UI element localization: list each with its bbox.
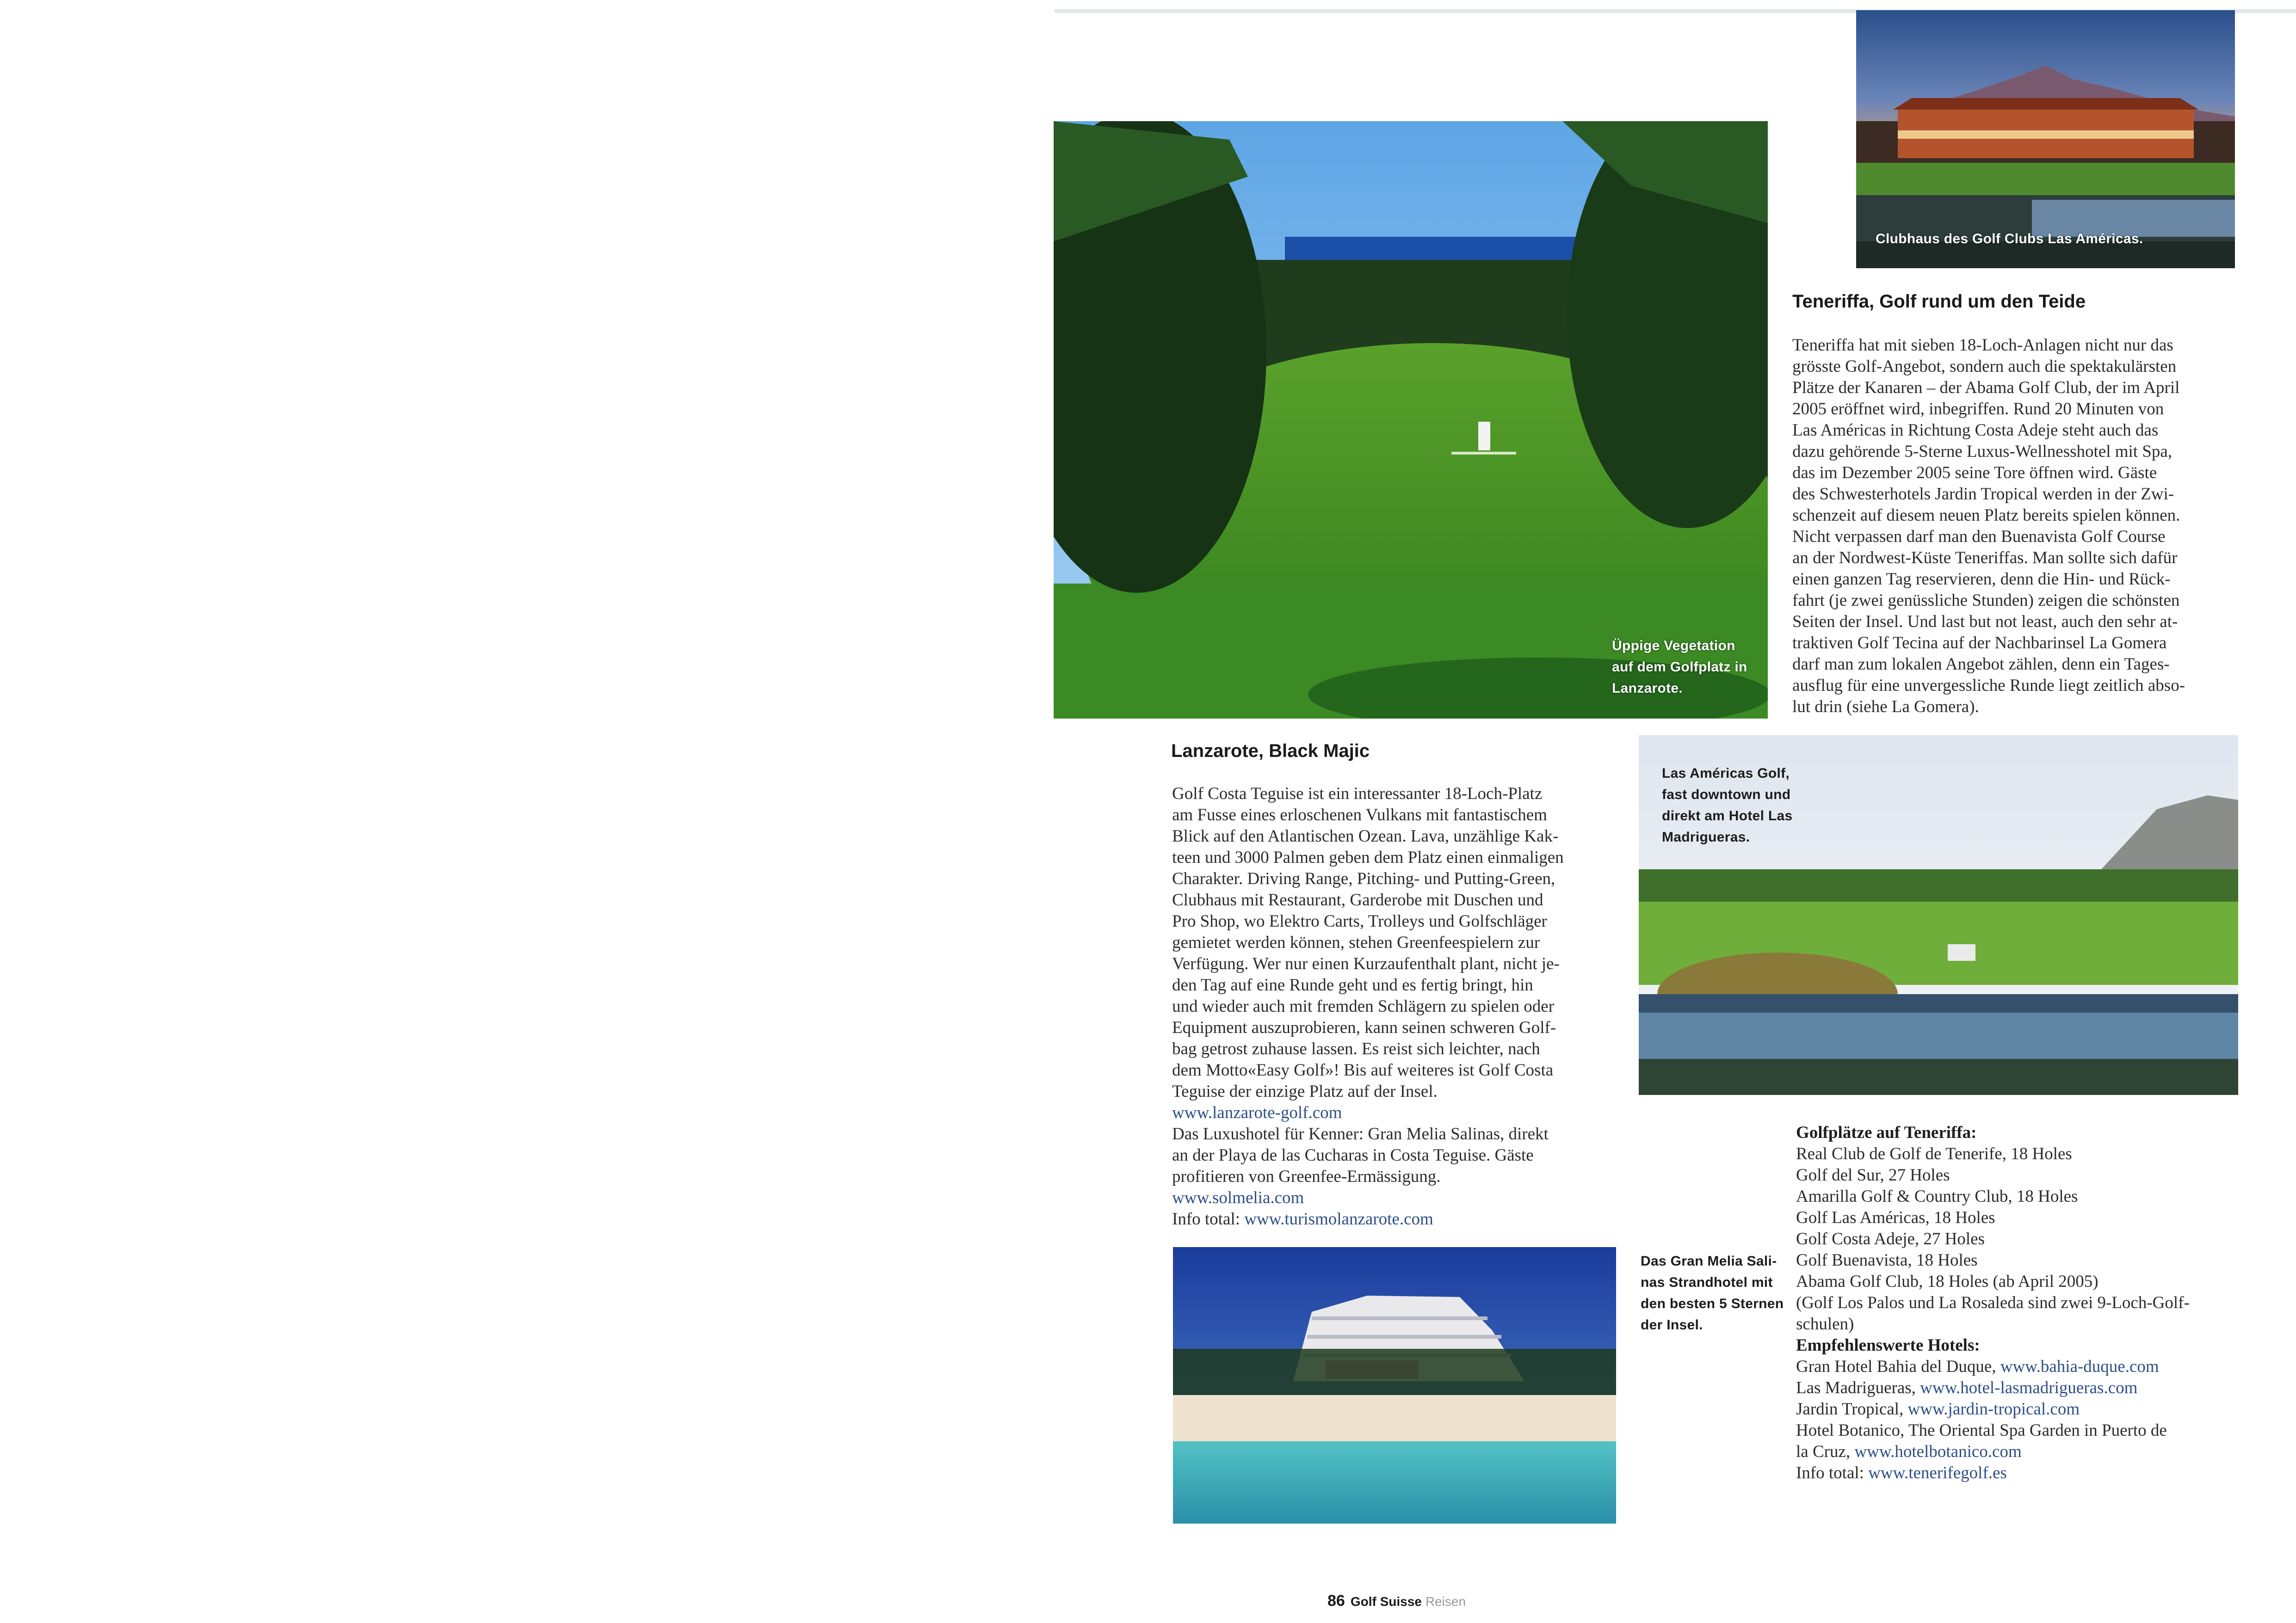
hotel-name: Las Madrigueras,: [1796, 1378, 1920, 1397]
lanzarote-info-label: Info total:: [1172, 1210, 1245, 1229]
las-americas-caption: Las Américas Golf, fast downtown und direkt am Hotel Las Madrigueras.: [1662, 766, 1793, 845]
hotel-name: la Cruz,: [1796, 1442, 1855, 1461]
clubhouse-photo: [1856, 10, 2235, 268]
tenerife-info-label: Info total:: [1796, 1463, 1869, 1482]
lanzarote-hotel-line: profitieren von Greenfee-Ermässigung.: [1172, 1167, 1441, 1186]
hotel-name: Gran Hotel Bahia del Duque,: [1796, 1357, 2000, 1376]
hotel-list-item: [1796, 1399, 2190, 1420]
tenerife-text-line: fahrt (je zwei genüssliche Stunden) zeigen die schönsten: [1792, 591, 2180, 610]
lanzarote-golf-link[interactable]: www.lanzarote-golf.com: [1172, 1103, 1342, 1122]
tenerife-text-line: schenzeit auf diesem neuen Platz bereits spielen können.: [1792, 506, 2180, 525]
lanzarote-hotel-line: an der Playa de las Cucharas in Costa Teguise. Gäste: [1172, 1146, 1534, 1165]
lanzarote-info-line: [1172, 1209, 1564, 1230]
course-list-item: (Golf Los Palos und La Rosaleda sind zwei 9-Loch-Golf-: [1796, 1293, 2190, 1312]
section-name: Reisen: [1425, 1594, 1466, 1609]
tenerife-text-line: darf man zum lokalen Angebot zählen, denn ein Tages-: [1792, 655, 2170, 674]
lanzarote-text-line: und wieder auch mit fremden Schlägern zu spielen oder: [1172, 997, 1555, 1016]
solmelia-link[interactable]: www.solmelia.com: [1172, 1188, 1304, 1207]
page-number: 86: [1327, 1592, 1345, 1610]
turismolanzarote-link[interactable]: www.turismolanzarote.com: [1244, 1210, 1433, 1229]
lanzarote-text-line: dem Motto«Easy Golf»! Bis auf weiteres ist Golf Costa: [1172, 1061, 1554, 1080]
lanzarote-text-line: gemietet werden können, stehen Greenfeespielern zur: [1172, 933, 1540, 952]
las-americas-golf-photo: [1639, 735, 2238, 1095]
tenerife-text-line: traktiven Golf Tecina auf der Nachbarinsel La Gomera: [1792, 633, 2167, 652]
lanzarote-text-line: Golf Costa Teguise ist ein interessanter 18-Loch-Platz: [1172, 784, 1543, 803]
lanzarote-text-line: Charakter. Driving Range, Pitching- und Putting-Green,: [1172, 869, 1555, 888]
lanzarote-heading: Lanzarote, Black Majic: [1171, 741, 1370, 761]
tenerife-heading: Teneriffa, Golf rund um den Teide: [1792, 291, 2086, 312]
lanzarote-text-line: am Fusse eines erloschenen Vulkans mit fantastischem: [1172, 805, 1547, 824]
course-list-item: Golf Buenavista, 18 Holes: [1796, 1251, 1978, 1270]
hotel-list-item: [1796, 1441, 2190, 1463]
tenerife-text-line: an der Nordwest-Küste Teneriffas. Man sollte sich dafür: [1792, 548, 2178, 567]
gran-melia-caption: Das Gran Melia Sali- nas Strandhotel mit den besten 5 Sternen der Insel.: [1641, 1254, 1784, 1333]
lanzarote-text-line: Teguise der einzige Platz auf der Insel.: [1172, 1082, 1438, 1101]
hotel-website-link[interactable]: www.hotelbotanico.com: [1854, 1442, 2022, 1461]
page-footer: [1327, 1592, 1466, 1610]
magazine-name: Golf Suisse: [1350, 1594, 1422, 1609]
courses-info-box: [1796, 1122, 2190, 1484]
hotel-list-item: [1796, 1356, 2190, 1377]
tenerife-text-line: dazu gehörende 5-Sterne Luxus-Wellnesshotel mit Spa,: [1792, 442, 2173, 461]
tenerifegolf-link[interactable]: www.tenerifegolf.es: [1868, 1463, 2007, 1482]
course-list-item: Abama Golf Club, 18 Holes (ab April 2005): [1796, 1272, 2098, 1291]
course-list-item: schulen): [1796, 1315, 1854, 1334]
tenerife-text-line: des Schwesterhotels Jardin Tropical werden in der Zwi-: [1792, 485, 2174, 504]
lanzarote-article-text: [1172, 783, 1564, 1230]
course-list-item: Real Club de Golf de Tenerife, 18 Holes: [1796, 1144, 2072, 1163]
tenerife-text-line: Plätze der Kanaren – der Abama Golf Club, der im April: [1792, 378, 2180, 397]
course-list-item: Amarilla Golf & Country Club, 18 Holes: [1796, 1187, 2078, 1206]
tenerife-text-line: Teneriffa hat mit sieben 18-Loch-Anlagen nicht nur das: [1792, 336, 2173, 355]
hotel-name: Hotel Botanico, The Oriental Spa Garden in Puerto de: [1796, 1421, 2167, 1440]
lanzarote-text-line: Equipment auszuprobieren, kann seinen schweren Golf-: [1172, 1018, 1556, 1037]
course-list-item: Golf Costa Adeje, 27 Holes: [1796, 1230, 1985, 1248]
tenerife-text-line: Seiten der Insel. Und last but not least, auch den sehr at-: [1792, 612, 2178, 631]
tenerife-text-line: das im Dezember 2005 seine Tore öffnen wird. Gäste: [1792, 463, 2157, 482]
lanzarote-text-line: Blick auf den Atlantischen Ozean. Lava, unzählige Kak-: [1172, 827, 1559, 846]
tenerife-text-line: ausflug für eine unvergessliche Runde liegt zeitlich abso-: [1792, 676, 2185, 695]
gran-melia-hotel-photo: [1173, 1247, 1616, 1524]
tenerife-text-line: lut drin (siehe La Gomera).: [1792, 697, 1979, 716]
lanzarote-golf-caption: Üppige Vegetation auf dem Golfplatz in Lanzarote.: [1612, 638, 1747, 696]
lanzarote-golf-photo: [1054, 121, 1768, 719]
tenerife-text-line: Las Américas in Richtung Costa Adeje steht auch das: [1792, 421, 2159, 440]
course-list-item: Golf Las Américas, 18 Holes: [1796, 1208, 1995, 1227]
tenerife-text-line: grösste Golf-Angebot, sondern auch die spektakulärsten: [1792, 357, 2177, 376]
clubhouse-caption: Clubhaus des Golf Clubs Las Américas.: [1876, 231, 2143, 246]
lanzarote-text-line: Pro Shop, wo Elektro Carts, Trolleys und Golfschläger: [1172, 912, 1547, 931]
tenerife-article-text: [1792, 335, 2185, 718]
hotel-name: Jardin Tropical,: [1796, 1400, 1908, 1419]
tenerife-text-line: Nicht verpassen darf man den Buenavista Golf Course: [1792, 527, 2166, 546]
lanzarote-text-line: den Tag auf eine Runde geht und es fertig bringt, hin: [1172, 976, 1533, 995]
tenerife-text-line: einen ganzen Tag reservieren, denn die Hin- und Rück-: [1792, 570, 2171, 589]
tenerife-info-line: [1796, 1463, 2190, 1484]
tenerife-text-line: 2005 eröffnet wird, inbegriffen. Rund 20 Minuten von: [1792, 400, 2164, 418]
hotels-title: Empfehlenswerte Hotels:: [1796, 1336, 1980, 1355]
hotel-website-link[interactable]: www.jardin-tropical.com: [1907, 1400, 2080, 1419]
courses-box-title: Golfplätze auf Teneriffa:: [1796, 1123, 1977, 1142]
hotel-website-link[interactable]: www.bahia-duque.com: [2000, 1357, 2159, 1376]
course-list-item: Golf del Sur, 27 Holes: [1796, 1166, 1950, 1185]
hotel-list-item: [1796, 1377, 2190, 1399]
lanzarote-text-line: bag getrost zuhause lassen. Es reist sich leichter, nach: [1172, 1039, 1540, 1058]
hotel-list-item: [1796, 1420, 2190, 1441]
lanzarote-text-line: Verfügung. Wer nur einen Kurzaufenthalt plant, nicht je-: [1172, 954, 1560, 973]
hotel-website-link[interactable]: www.hotel-lasmadrigueras.com: [1920, 1378, 2138, 1397]
lanzarote-text-line: Clubhaus mit Restaurant, Garderobe mit Duschen und: [1172, 891, 1543, 910]
lanzarote-text-line: teen und 3000 Palmen geben dem Platz einen einmaligen: [1172, 848, 1564, 867]
lanzarote-hotel-line: Das Luxushotel für Kenner: Gran Melia Salinas, direkt: [1172, 1125, 1549, 1143]
